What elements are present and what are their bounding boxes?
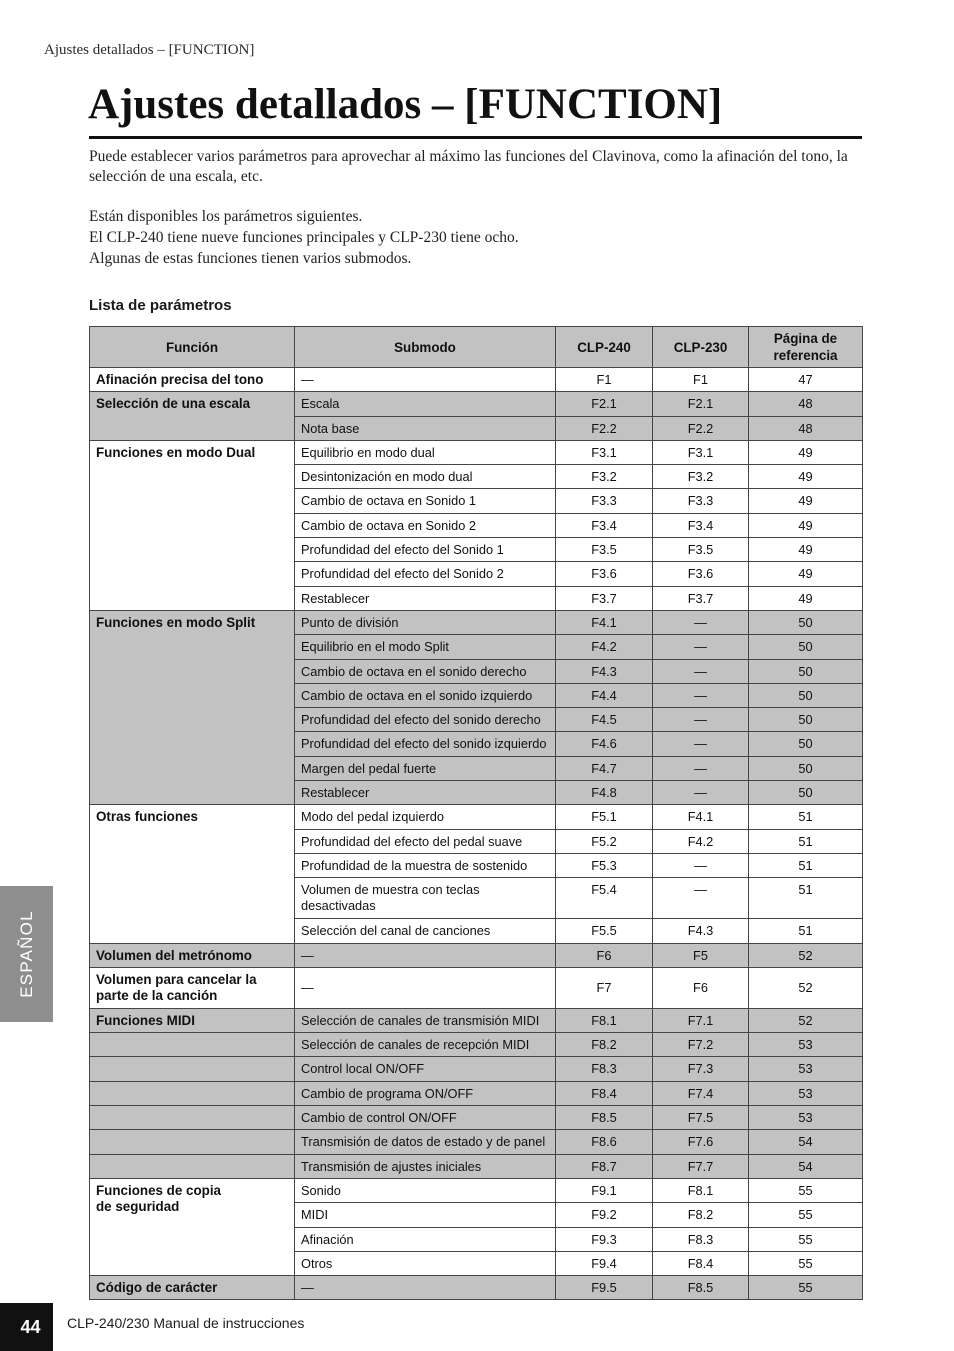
clp240-cell: F4.8	[556, 781, 653, 805]
clp230-cell: F5	[653, 943, 749, 967]
clp230-cell: F7.3	[653, 1057, 749, 1081]
page-ref-cell: 49	[749, 465, 863, 489]
submode-cell: Equilibrio en modo dual	[295, 440, 556, 464]
page-ref-cell: 50	[749, 756, 863, 780]
submode-cell: Transmisión de ajustes iniciales	[295, 1154, 556, 1178]
clp230-cell: F8.2	[653, 1203, 749, 1227]
function-cell: Código de carácter	[90, 1276, 295, 1300]
page-ref-cell: 51	[749, 853, 863, 877]
page-number: 44	[0, 1303, 53, 1351]
clp230-cell: F7.7	[653, 1154, 749, 1178]
page-ref-cell: 52	[749, 967, 863, 1008]
table-row	[90, 440, 863, 464]
manual-title: CLP-240/230 Manual de instrucciones	[67, 1315, 305, 1331]
page-ref-cell: 53	[749, 1081, 863, 1105]
submode-cell: Cambio de control ON/OFF	[295, 1106, 556, 1130]
section-heading: Lista de parámetros	[89, 297, 232, 314]
clp240-cell: F8.2	[556, 1033, 653, 1057]
page-ref-cell: 55	[749, 1178, 863, 1202]
function-cell: Selección de una escala	[90, 392, 295, 441]
clp240-cell: F8.3	[556, 1057, 653, 1081]
clp230-cell: —	[653, 659, 749, 683]
function-cell: Volumen del metrónomo	[90, 943, 295, 967]
clp240-cell: F3.7	[556, 586, 653, 610]
submode-cell: Volumen de muestra con teclas desactivadas	[295, 878, 556, 919]
table-row	[90, 1154, 863, 1178]
clp240-cell: F9.3	[556, 1227, 653, 1251]
submode-cell: Margen del pedal fuerte	[295, 756, 556, 780]
submode-cell: Punto de división	[295, 610, 556, 634]
clp240-cell: F4.1	[556, 610, 653, 634]
clp240-cell: F9.2	[556, 1203, 653, 1227]
submode-cell: —	[295, 1276, 556, 1300]
function-cell: Funciones de copia de seguridad	[90, 1178, 295, 1275]
clp240-cell: F2.2	[556, 416, 653, 440]
table-row	[90, 392, 863, 416]
running-header: Ajustes detallados – [FUNCTION]	[44, 42, 255, 58]
page-ref-cell: 50	[749, 781, 863, 805]
submode-cell: Transmisión de datos de estado y de panel	[295, 1130, 556, 1154]
clp240-cell: F3.4	[556, 513, 653, 537]
language-tab-label: ESPAÑOL	[16, 910, 36, 998]
clp230-cell: F3.4	[653, 513, 749, 537]
page-ref-cell: 55	[749, 1251, 863, 1275]
clp240-cell: F8.7	[556, 1154, 653, 1178]
clp230-cell: —	[653, 781, 749, 805]
page-ref-cell: 50	[749, 610, 863, 634]
page-ref-cell: 50	[749, 683, 863, 707]
table-row	[90, 943, 863, 967]
clp240-cell: F4.5	[556, 708, 653, 732]
column-header-submode: Submodo	[295, 327, 556, 368]
submode-cell: Cambio de octava en el sonido derecho	[295, 659, 556, 683]
submode-cell: Profundidad del efecto del Sonido 2	[295, 562, 556, 586]
clp230-cell: F7.1	[653, 1008, 749, 1032]
clp240-cell: F3.2	[556, 465, 653, 489]
clp230-cell: F7.6	[653, 1130, 749, 1154]
column-header-clp230: CLP-230	[653, 327, 749, 368]
clp240-cell: F5.4	[556, 878, 653, 919]
clp240-cell: F7	[556, 967, 653, 1008]
page-ref-cell: 49	[749, 513, 863, 537]
clp230-cell: F3.1	[653, 440, 749, 464]
page-ref-cell: 49	[749, 586, 863, 610]
table-row	[90, 368, 863, 392]
clp230-cell: —	[653, 732, 749, 756]
submode-cell: Profundidad del efecto del pedal suave	[295, 829, 556, 853]
clp230-cell: F8.3	[653, 1227, 749, 1251]
page-ref-cell: 51	[749, 805, 863, 829]
page-title: Ajustes detallados – [FUNCTION]	[88, 81, 723, 128]
table-row	[90, 1130, 863, 1154]
title-rule	[89, 136, 862, 139]
clp240-cell: F5.1	[556, 805, 653, 829]
clp240-cell: F4.6	[556, 732, 653, 756]
function-cell: Afinación precisa del tono	[90, 368, 295, 392]
clp240-cell: F5.2	[556, 829, 653, 853]
table-row	[90, 1008, 863, 1032]
clp240-cell: F3.6	[556, 562, 653, 586]
clp240-cell: F4.7	[556, 756, 653, 780]
clp240-cell: F6	[556, 943, 653, 967]
function-cell: Otras funciones	[90, 805, 295, 943]
clp230-cell: F3.5	[653, 538, 749, 562]
submode-cell: Sonido	[295, 1178, 556, 1202]
intro-paragraph: Puede establecer varios parámetros para aprovechar al máximo las funciones del Clavinova, como la afinación del tono, la selección de una escala, etc.	[89, 148, 848, 185]
submode-cell: Profundidad del efecto del Sonido 1	[295, 538, 556, 562]
function-cell: Funciones en modo Split	[90, 610, 295, 804]
clp240-cell: F8.6	[556, 1130, 653, 1154]
clp240-cell: F8.5	[556, 1106, 653, 1130]
page-ref-cell: 51	[749, 829, 863, 853]
page-ref-cell: 50	[749, 708, 863, 732]
clp240-cell: F8.1	[556, 1008, 653, 1032]
function-cell	[90, 1154, 295, 1178]
notes-paragraph	[89, 206, 862, 269]
submode-cell: Cambio de octava en Sonido 1	[295, 489, 556, 513]
page-ref-cell: 53	[749, 1033, 863, 1057]
clp230-cell: F8.1	[653, 1178, 749, 1202]
function-cell: Funciones MIDI	[90, 1008, 295, 1032]
submode-cell: Modo del pedal izquierdo	[295, 805, 556, 829]
clp230-cell: F3.7	[653, 586, 749, 610]
submode-cell: Escala	[295, 392, 556, 416]
clp230-cell: F3.2	[653, 465, 749, 489]
table-row	[90, 1276, 863, 1300]
page-ref-cell: 51	[749, 878, 863, 919]
clp240-cell: F3.1	[556, 440, 653, 464]
page-ref-cell: 55	[749, 1203, 863, 1227]
submode-cell: Otros	[295, 1251, 556, 1275]
clp230-cell: F2.1	[653, 392, 749, 416]
submode-cell: Profundidad del efecto del sonido derecho	[295, 708, 556, 732]
page-ref-cell: 50	[749, 635, 863, 659]
clp240-cell: F3.3	[556, 489, 653, 513]
notes-line: Están disponibles los parámetros siguientes.	[89, 207, 363, 225]
column-header-function: Función	[90, 327, 295, 368]
clp240-cell: F1	[556, 368, 653, 392]
submode-cell: Desintonización en modo dual	[295, 465, 556, 489]
table-row	[90, 1033, 863, 1057]
function-cell	[90, 1057, 295, 1081]
page-ref-cell: 55	[749, 1227, 863, 1251]
clp240-cell: F4.4	[556, 683, 653, 707]
table-header	[90, 327, 863, 368]
submode-cell: Profundidad de la muestra de sostenido	[295, 853, 556, 877]
language-tab	[0, 886, 53, 1022]
submode-cell: Selección de canales de recepción MIDI	[295, 1033, 556, 1057]
clp240-cell: F8.4	[556, 1081, 653, 1105]
submode-cell: Selección de canales de transmisión MIDI	[295, 1008, 556, 1032]
page-ref-cell: 55	[749, 1276, 863, 1300]
submode-cell: Control local ON/OFF	[295, 1057, 556, 1081]
function-cell: Volumen para cancelar la parte de la canción	[90, 967, 295, 1008]
clp230-cell: F1	[653, 368, 749, 392]
submode-cell: Nota base	[295, 416, 556, 440]
clp230-cell: —	[653, 853, 749, 877]
clp240-cell: F4.2	[556, 635, 653, 659]
clp240-cell: F9.5	[556, 1276, 653, 1300]
clp230-cell: F6	[653, 967, 749, 1008]
page-ref-cell: 51	[749, 919, 863, 943]
clp240-cell: F4.3	[556, 659, 653, 683]
clp230-cell: —	[653, 683, 749, 707]
clp240-cell: F5.5	[556, 919, 653, 943]
clp230-cell: F7.2	[653, 1033, 749, 1057]
table-row	[90, 1106, 863, 1130]
page-ref-cell: 54	[749, 1130, 863, 1154]
function-cell	[90, 1106, 295, 1130]
submode-cell: —	[295, 368, 556, 392]
submode-cell: Cambio de octava en Sonido 2	[295, 513, 556, 537]
submode-cell: Cambio de octava en el sonido izquierdo	[295, 683, 556, 707]
table-row	[90, 1178, 863, 1202]
clp230-cell: F4.3	[653, 919, 749, 943]
table-header-row	[90, 327, 863, 368]
clp230-cell: F4.2	[653, 829, 749, 853]
page-ref-cell: 50	[749, 659, 863, 683]
clp230-cell: —	[653, 878, 749, 919]
page-ref-cell: 53	[749, 1106, 863, 1130]
submode-cell: Cambio de programa ON/OFF	[295, 1081, 556, 1105]
table-row	[90, 610, 863, 634]
function-cell	[90, 1081, 295, 1105]
submode-cell: Selección del canal de canciones	[295, 919, 556, 943]
parameter-table	[89, 326, 863, 1300]
function-cell	[90, 1130, 295, 1154]
clp230-cell: F8.4	[653, 1251, 749, 1275]
page-ref-cell: 49	[749, 440, 863, 464]
table-row	[90, 1081, 863, 1105]
clp240-cell: F3.5	[556, 538, 653, 562]
page-ref-cell: 49	[749, 538, 863, 562]
clp230-cell: F8.5	[653, 1276, 749, 1300]
function-cell	[90, 1033, 295, 1057]
submode-cell: Restablecer	[295, 586, 556, 610]
clp230-cell: F2.2	[653, 416, 749, 440]
clp240-cell: F5.3	[556, 853, 653, 877]
clp240-cell: F9.1	[556, 1178, 653, 1202]
notes-line: Algunas de estas funciones tienen varios submodos.	[89, 249, 412, 267]
clp230-cell: —	[653, 635, 749, 659]
function-cell: Funciones en modo Dual	[90, 440, 295, 610]
page-ref-cell: 50	[749, 732, 863, 756]
clp230-cell: F4.1	[653, 805, 749, 829]
clp230-cell: —	[653, 610, 749, 634]
page-ref-cell: 47	[749, 368, 863, 392]
submode-cell: Profundidad del efecto del sonido izquierdo	[295, 732, 556, 756]
table-row	[90, 1057, 863, 1081]
page-ref-cell: 48	[749, 392, 863, 416]
clp230-cell: F3.6	[653, 562, 749, 586]
clp230-cell: —	[653, 708, 749, 732]
page-ref-cell: 54	[749, 1154, 863, 1178]
clp230-cell: F7.4	[653, 1081, 749, 1105]
submode-cell: —	[295, 967, 556, 1008]
clp240-cell: F9.4	[556, 1251, 653, 1275]
column-header-page-ref: Página de referencia	[749, 327, 863, 368]
page-ref-cell: 48	[749, 416, 863, 440]
submode-cell: Equilibrio en el modo Split	[295, 635, 556, 659]
page-ref-cell: 53	[749, 1057, 863, 1081]
table-row	[90, 805, 863, 829]
clp240-cell: F2.1	[556, 392, 653, 416]
submode-cell: Restablecer	[295, 781, 556, 805]
submode-cell: Afinación	[295, 1227, 556, 1251]
page-ref-cell: 52	[749, 1008, 863, 1032]
clp230-cell: F3.3	[653, 489, 749, 513]
submode-cell: MIDI	[295, 1203, 556, 1227]
table-row	[90, 967, 863, 1008]
parameter-table-body	[90, 368, 863, 1300]
column-header-clp240: CLP-240	[556, 327, 653, 368]
submode-cell: —	[295, 943, 556, 967]
page-ref-cell: 52	[749, 943, 863, 967]
notes-line: El CLP-240 tiene nueve funciones principales y CLP-230 tiene ocho.	[89, 228, 519, 246]
page-ref-cell: 49	[749, 489, 863, 513]
clp230-cell: —	[653, 756, 749, 780]
page-ref-cell: 49	[749, 562, 863, 586]
clp230-cell: F7.5	[653, 1106, 749, 1130]
